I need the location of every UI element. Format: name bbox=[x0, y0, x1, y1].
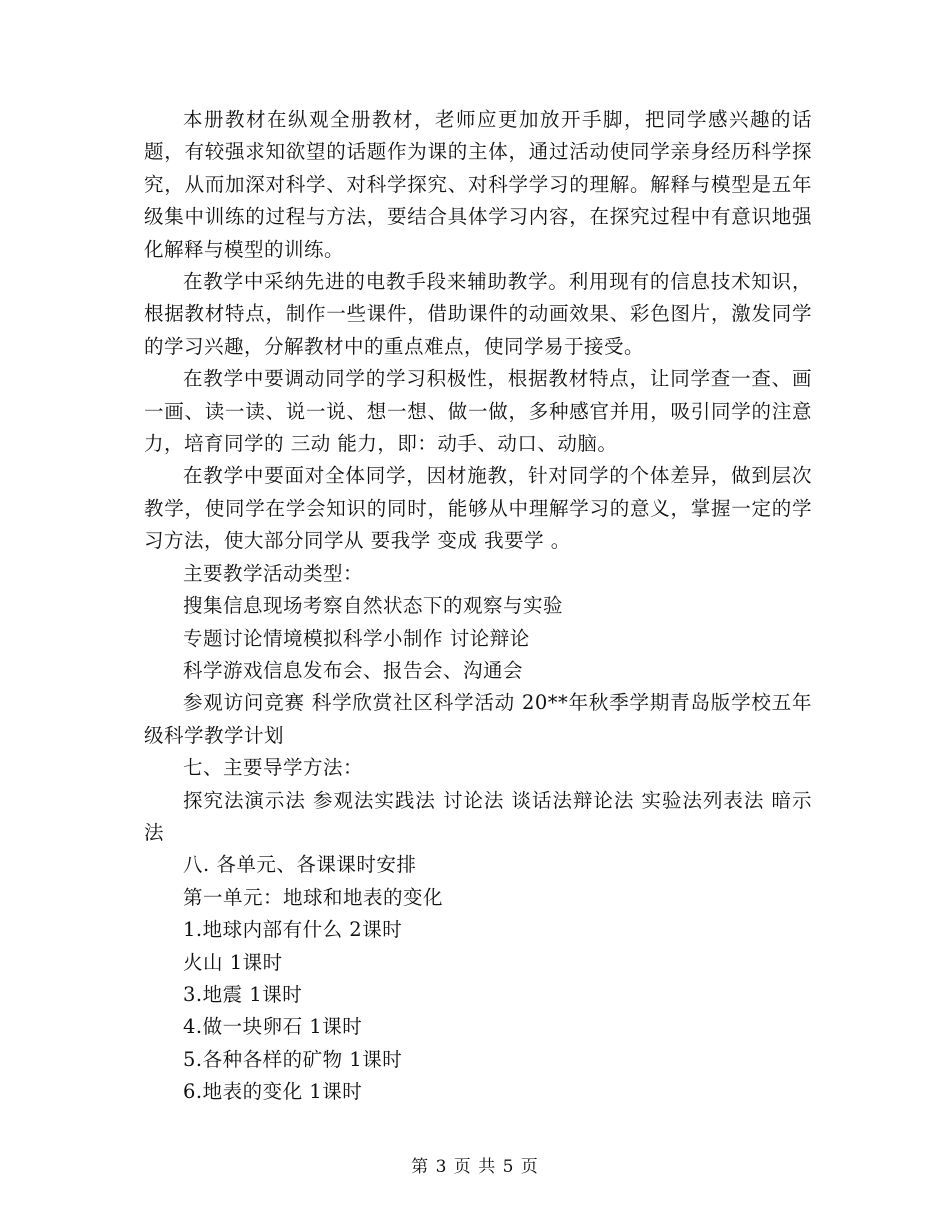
unit-title: 第一单元：地球和地表的变化 bbox=[183, 885, 444, 909]
activity-item: 专题讨论情境模拟科学小制作 讨论辩论 bbox=[183, 626, 530, 650]
paragraph-textbook: 本册教材在纵观全册教材，老师应更加放开手脚，把同学感兴趣的话题，有较强求知欲望的话题作为课的主体，通过活动使同学亲身经历科学探究，从而加深对科学、对科学探究、对科学学习的理解。解释与模型是五年级集中训练的过程与方法，要结合具体学习内容，在探究过程中有意识地强化解释与模型的训练。 bbox=[144, 108, 812, 261]
document-body bbox=[144, 104, 812, 1109]
lesson-item: 1.地球内部有什么 2课时 bbox=[183, 918, 403, 942]
paragraph-motivation: 在教学中要调动同学的学习积极性，根据教材特点，让同学查一查、画一画、读一读、说一说、想一想、做一做，多种感官并用，吸引同学的注意力，培育同学的 三动 能力，即：动手、动口、动脑。 bbox=[144, 367, 812, 456]
activity-item: 搜集信息现场考察自然状态下的观察与实验 bbox=[183, 594, 564, 618]
lesson-item: 火山 1课时 bbox=[183, 950, 283, 974]
lesson-item: 6.地表的变化 1课时 bbox=[183, 1080, 363, 1104]
paragraph-differentiation: 在教学中要面对全体同学，因材施教，针对同学的个体差异，做到层次教学，使同学在学会知识的同时，能够从中理解学习的意义，掌握一定的学习方法，使大部分同学从 要我学 变成 我要学 。 bbox=[144, 464, 812, 553]
paragraph-multimedia: 在教学中采纳先进的电教手段来辅助教学。利用现有的信息技术知识，根据教材特点，制作一些课件，借助课件的动画效果、彩色图片，激发同学的学习兴趣，分解教材中的重点难点，使同学易于接受。 bbox=[144, 270, 812, 358]
lesson-item: 3.地震 1课时 bbox=[183, 982, 303, 1006]
methods-list: 探究法演示法 参观法实践法 讨论法 谈话法辩论法 实验法列表法 暗示法 bbox=[144, 788, 812, 844]
lesson-item: 4.做一块卵石 1课时 bbox=[183, 1015, 363, 1039]
methods-heading: 七、主要导学方法： bbox=[183, 756, 364, 780]
lesson-item: 5.各种各样的矿物 1课时 bbox=[183, 1047, 403, 1071]
activity-item-wrapped: 参观访问竞赛 科学欣赏社区科学活动 20**年秋季学期青岛版学校五年级科学教学计划 bbox=[144, 691, 812, 747]
activities-heading: 主要教学活动类型： bbox=[183, 561, 364, 585]
schedule-heading: 八. 各单元、各课课时安排 bbox=[183, 853, 417, 877]
page-number-footer: 第 3 页 共 5 页 bbox=[411, 1157, 539, 1177]
activity-item: 科学游戏信息发布会、报告会、沟通会 bbox=[183, 658, 524, 682]
